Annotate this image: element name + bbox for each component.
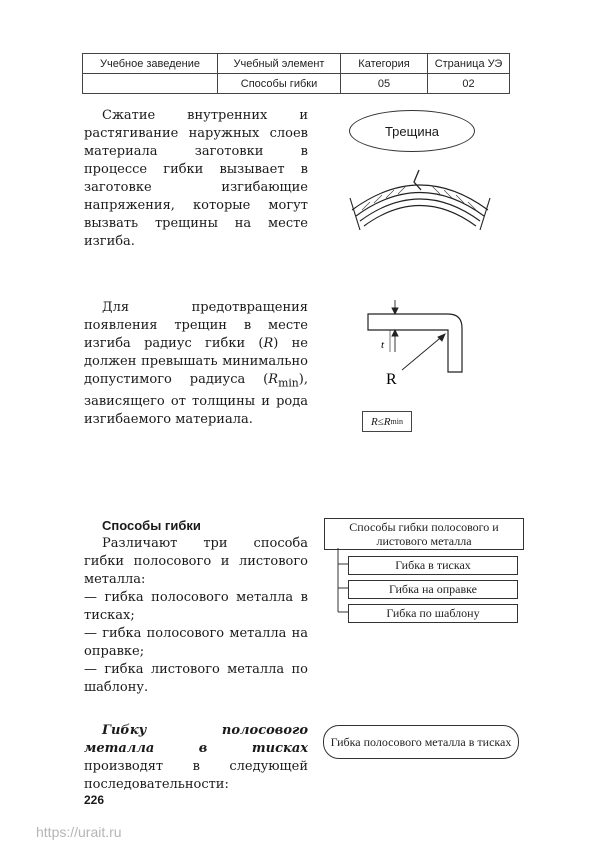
radius-label: R — [386, 371, 397, 388]
bend-radius-figure — [350, 290, 475, 390]
page-number: 226 — [84, 793, 105, 807]
bend-hatching — [362, 186, 476, 210]
list-item: — гибка листового металла по шаблону. — [84, 662, 308, 695]
crack-line — [414, 170, 421, 190]
header-cell-institution: Учебное заведение — [83, 54, 218, 74]
thickness-label: t — [381, 339, 385, 351]
value-institution — [83, 74, 218, 94]
list-item: — гибка полосового металла в тисках; — [84, 590, 308, 623]
section3-heading: Способы гибки — [102, 518, 201, 533]
methods-diagram-title: Способы гибки полосового и листового металла — [324, 518, 524, 550]
value-category: 05 — [341, 74, 428, 94]
header-row — [83, 54, 510, 74]
crack-label-text: Трещина — [384, 123, 440, 139]
method-mandrel: Гибка на оправке — [348, 580, 518, 599]
values-row — [83, 74, 510, 94]
crack-bend-figure — [340, 150, 500, 232]
header-table — [82, 53, 510, 94]
section1-text: Сжатие внутренних и растягивание наружных слоев материала заготовки в процессе гибки вызывает в заготовке изгибающие напряжения, которые могут вызвать трещины на месте изгиба. — [84, 108, 308, 249]
method-vise: Гибка в тисках — [348, 556, 518, 575]
section4-emphasis: Гибку полосового металла в тисках — [84, 723, 308, 756]
methods-connector-lines — [330, 548, 350, 618]
list-item: — гибка полосового металла на оправке; — [84, 626, 308, 659]
value-element: Способы гибки — [218, 74, 341, 94]
value-page: 02 — [428, 74, 510, 94]
radius-formula: R ≤ R min — [362, 411, 412, 432]
section2-paragraph: Для предотвращения появления трещин в месте изгиба радиус гибки (R) не должен превышать минимально допустимого радиуса $(R_{min})$, зависящего от толщины и рода изгибаемого материала. — [84, 300, 308, 427]
watermark: https://urait.ru — [36, 824, 122, 840]
header-cell-element: Учебный элемент — [218, 54, 341, 74]
section3-intro: Различают три способа гибки полосового и листового металла: — [84, 536, 308, 587]
section3-block — [84, 517, 308, 697]
header-cell-page: Страница УЭ — [428, 54, 510, 74]
header-cell-category: Категория — [341, 54, 428, 74]
method-template: Гибка по шаблону — [348, 604, 518, 623]
section4-paragraph: Гибку полосового металла в тисках производят в следующей последовательности: — [84, 723, 308, 792]
section1-paragraph — [84, 107, 308, 251]
vise-bending-label: Гибка полосового металла в тисках — [323, 725, 519, 759]
crack-label-oval — [349, 110, 475, 152]
